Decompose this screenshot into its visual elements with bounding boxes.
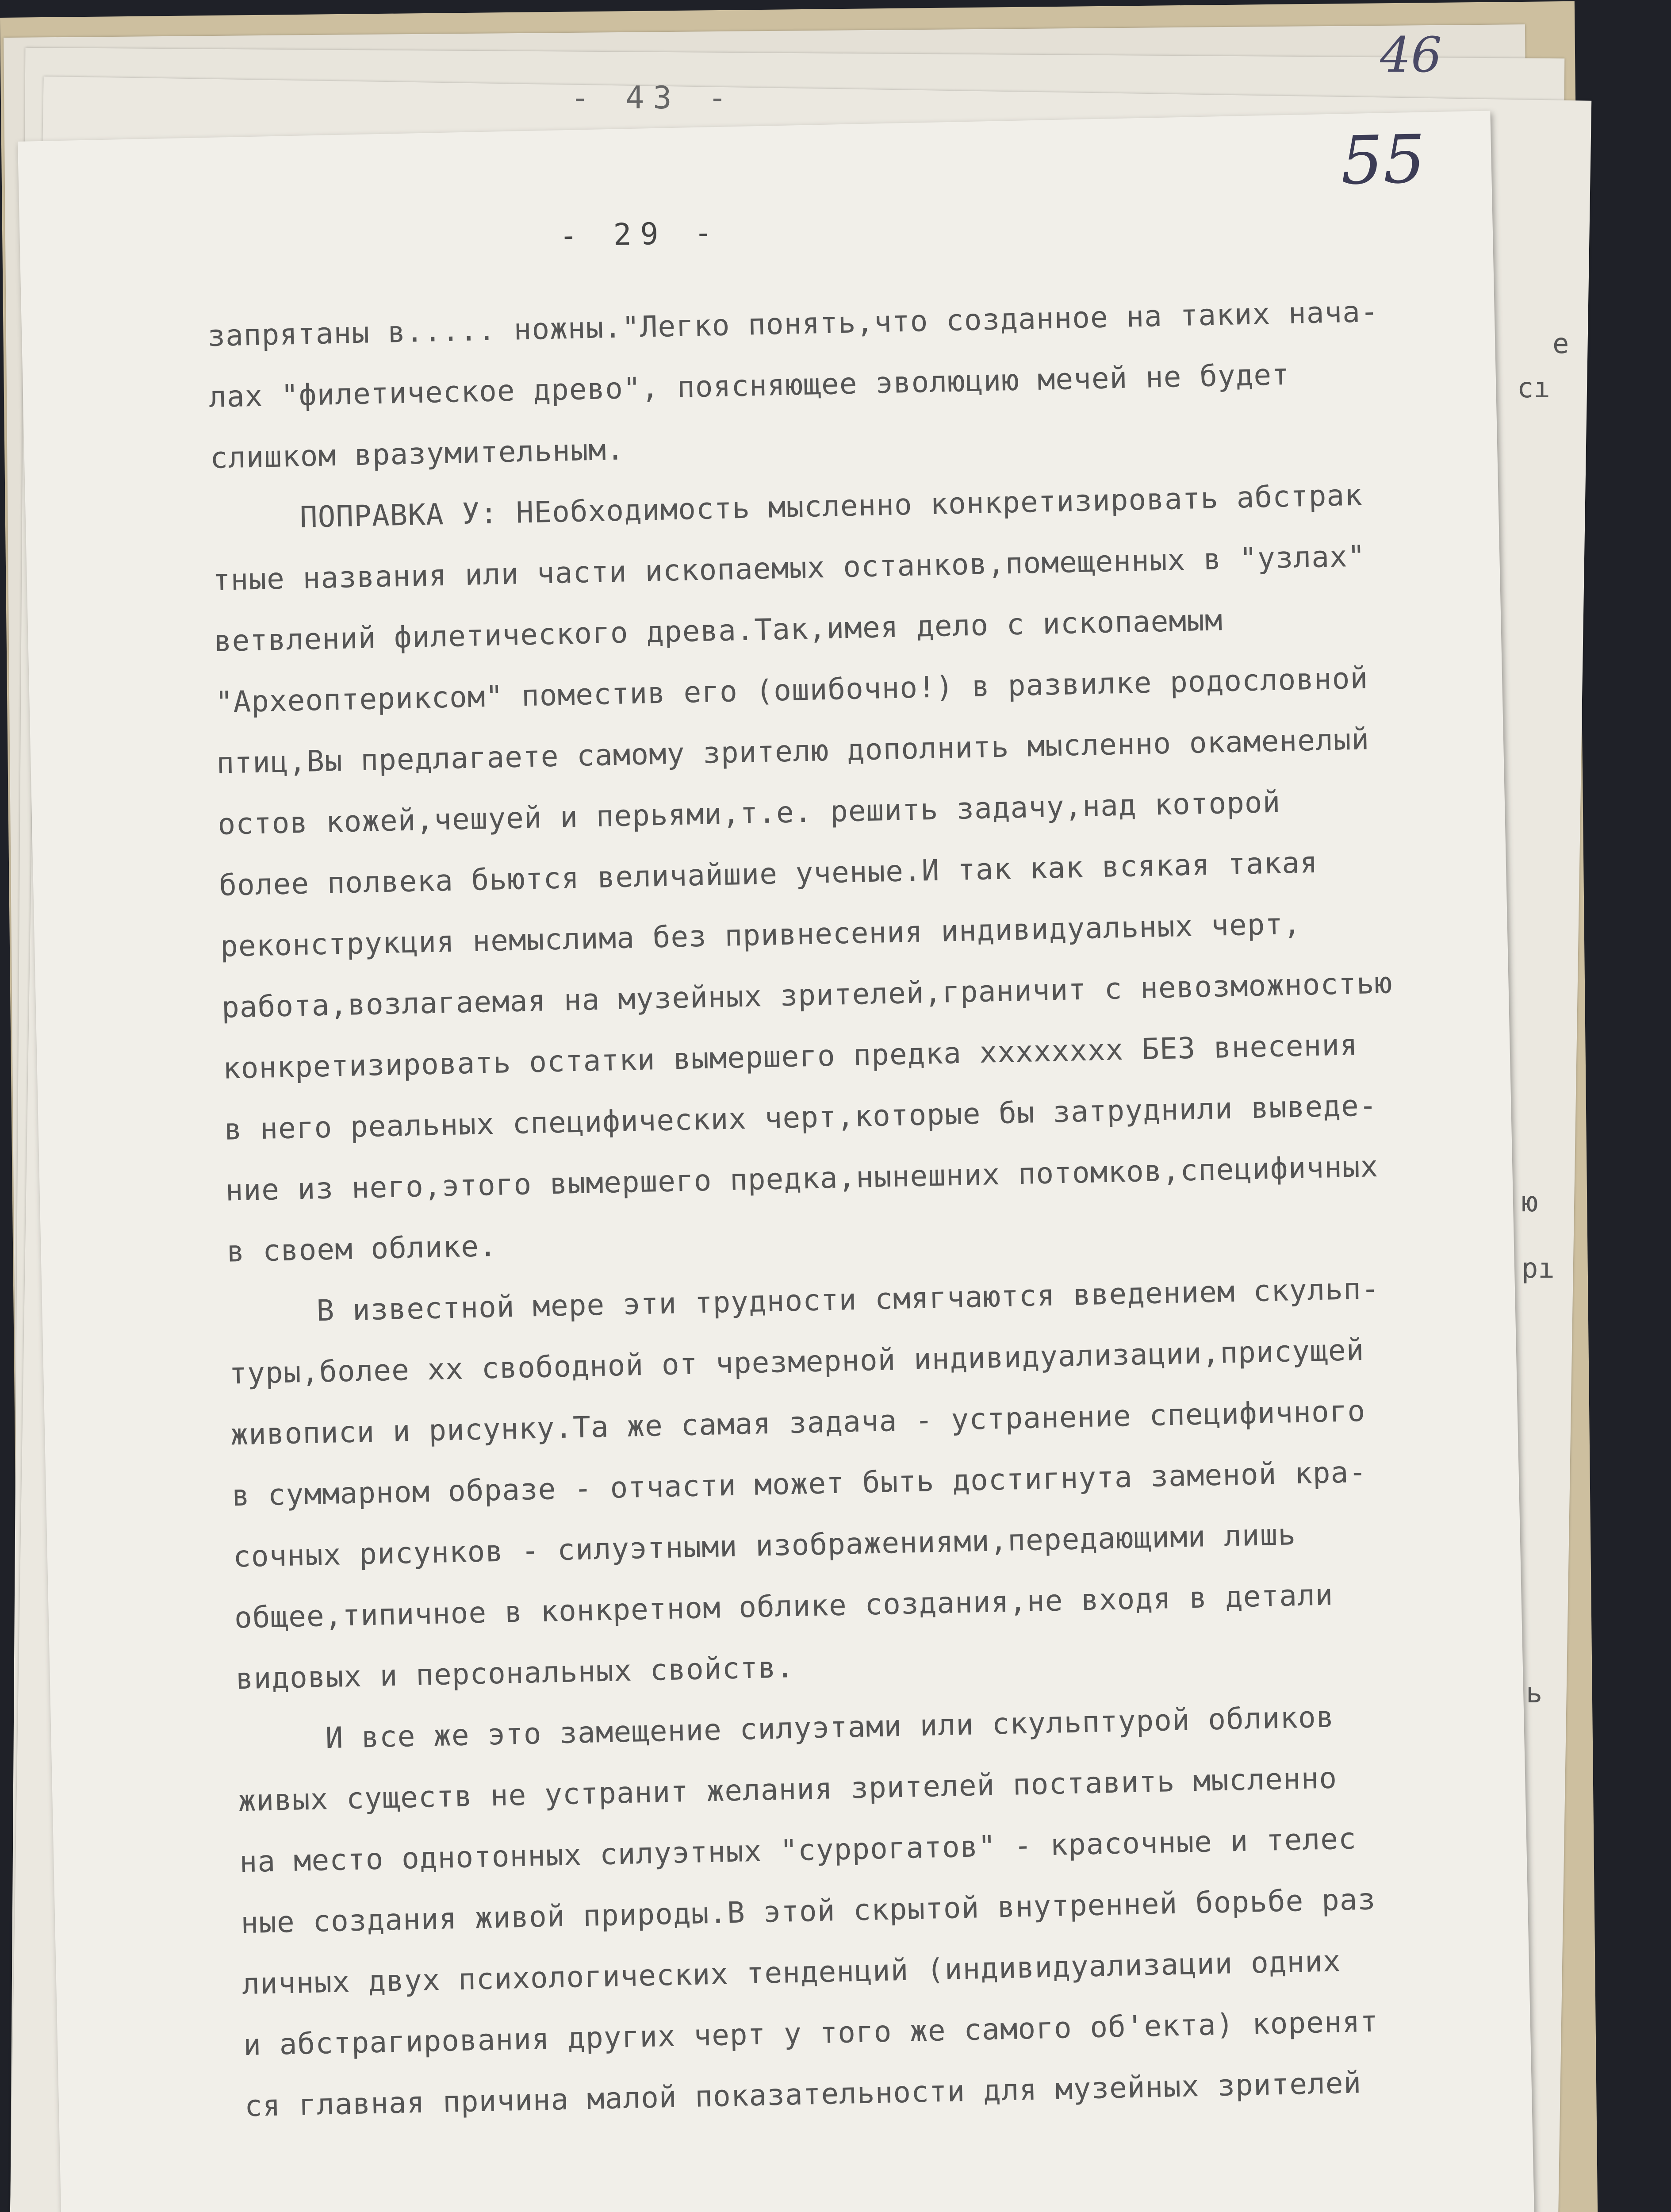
edge-letter: е — [1552, 327, 1569, 360]
text-line: слишком вразумительным. — [210, 432, 625, 476]
text-line: личных двух психологических тенденций (индивидуализации одних — [241, 1944, 1341, 2001]
page-number: - 29 - — [559, 215, 722, 254]
text-line: реконструкция немыслима без привнесения индивидуальных черт, — [220, 906, 1302, 964]
text-line: остов кожей,чешуей и перьями,т.е. решить задачу,над которой — [217, 785, 1281, 841]
document-page — [18, 111, 1535, 2212]
edge-letter: ь — [1526, 1677, 1543, 1709]
text-line: в него реальных специфических черт,которые бы затруднили выведе- — [224, 1088, 1378, 1147]
text-line: тные названия или части ископаемых останков,помещенных в "узлах" — [212, 539, 1366, 597]
text-line: более полвека бьются величайшие ученые.И так как всякая такая — [218, 845, 1318, 902]
text-line: "Археоптериксом" поместив его (ошибочно!) в развилке родословной — [215, 661, 1368, 719]
text-line: В известной мере эти трудности смягчаются введением скульп- — [316, 1271, 1380, 1328]
underlying-archive-number: 46 — [1380, 27, 1442, 83]
text-line: живописи и рисунку.Та же самая задача - устранение специфичного — [230, 1394, 1366, 1452]
text-line: в своем облике. — [226, 1229, 498, 1269]
text-line: лах "филетическое древо", поясняющее эволюцию мечей не будет — [208, 357, 1290, 415]
text-line: видовых и персональных свойств. — [235, 1650, 795, 1696]
archive-folio-number: 55 — [1340, 121, 1426, 200]
text-line: туры,более хх свободной от чрезмерной индивидуализации,присущей — [229, 1333, 1365, 1391]
text-line: сочных рисунков - силуэтными изображениями,передающими лишь — [233, 1517, 1296, 1574]
text-line: и абстрагирования других черт у того же самого об'екта) коренят — [243, 2004, 1379, 2062]
text-line: на место однотонных силуэтных "суррогатов" - красочные и телес — [239, 1821, 1357, 1879]
text-line: И все же это замещение силуэтами или скульптурой обликов — [325, 1700, 1335, 1755]
text-line-heading: ПОПРАВКА У: НЕобходимость мысленно конкретизировать абстрак — [299, 478, 1363, 534]
text-line: ные создания живой природы.В этой скрытой внутренней борьбе раз — [240, 1882, 1376, 1940]
text-line: общее,типичное в конкретном облике создания,не входя в детали — [234, 1578, 1334, 1635]
typed-text-block — [207, 279, 1510, 2137]
text-line: конкретизировать остатки вымершего предка xxxxxxxx БЕЗ внесения — [222, 1028, 1358, 1086]
text-line: в суммарном образе - отчасти может быть достигнута заменой кра- — [231, 1455, 1367, 1513]
text-line: запрятаны в..... ножны."Легко понять,что созданное на таких нача- — [207, 294, 1379, 353]
text-line: ветвлений филетического древа.Так,имея дело с ископаемым — [213, 603, 1223, 658]
edge-letter: сı — [1517, 372, 1550, 404]
underlying-page-number: - 43 - — [571, 80, 736, 116]
edge-letter: ю — [1522, 1186, 1538, 1218]
text-line: птиц,Вы предлагаете самому зрителю дополнить мысленно окаменелый — [216, 722, 1370, 780]
text-line: ние из него,этого вымершего предка,нынешних потомков,специфичных — [225, 1149, 1379, 1208]
text-line: живых существ не устранит желания зрителей поставить мысленно — [238, 1761, 1338, 1818]
text-line: ся главная причина малой показательности для музейных зрителей — [244, 2066, 1362, 2124]
edge-letter: рı — [1522, 1252, 1555, 1284]
text-line: работа,возлагаемая на музейных зрителей,граничит с невозможностью — [221, 966, 1393, 1025]
